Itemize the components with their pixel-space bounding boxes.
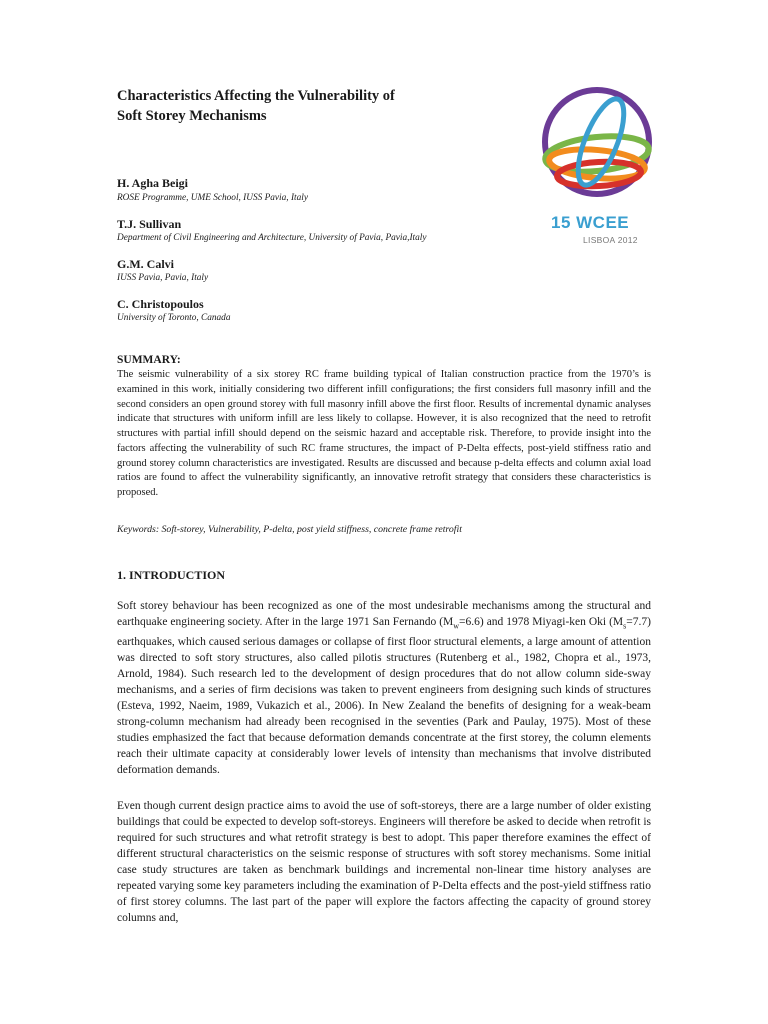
summary-text: The seismic vulnerability of a six storey RC frame building typical of Italian construction practice from the 1970’s is examined in this work, initially considering two different infill configurations; the first considers full masonry infill and the second considers an open ground storey with full masonry infill above the first floor. Results of incremental dynamic analyses indicate that structures with uniform infill are less likely to collapse. However, it is also recognized that the need to retrofit structures with partial infill should depend on the seismic hazard and acceptable risk. Therefore, to provide insight into the factors affecting the vulnerability of such RC frame structures, the impact of P-Delta effects, post-yield stiffness ratio and ground storey column characteristics are investigated. Results are discussed and because p-delta effects and column axial load ratios are found to affect the vulnerability significantly, an innovative retrofit strategy that considers these characteristics is proposed. [117,369,651,498]
author-affiliation: University of Toronto, Canada [117,313,231,323]
logo-title: 15 WCEE [551,213,630,232]
keywords: Keywords: Soft-storey, Vulnerability, P-delta, post yield stiffness, concrete frame retrofit [117,524,462,535]
section-heading: 1. INTRODUCTION [117,568,226,582]
intro-paragraph-1 [117,598,651,778]
author-affiliation: IUSS Pavia, Pavia, Italy [117,273,209,283]
title-line-2: Soft Storey Mechanisms [117,108,267,124]
author-affiliation: Department of Civil Engineering and Architecture, University of Pavia, Pavia,Italy [117,233,427,243]
intro-paragraph-2: Even though current design practice aims to avoid the use of soft-storeys, there are a large number of older existing buildings that could be expected to develop soft-storeys. Engineers will therefore be asked to decide when retrofit is required for such structures and what retrofit strategy is best to adopt. This paper therefore examines the effect of different structural characteristics on the seismic response of structures with soft storey mechanisms. Some initial case study structures are taken as benchmark buildings and incremental non-linear time history analyses are repeated varying some key parameters including the examination of P-Delta effects and the post-yield stiffness ratio of first storey columns. The last part of the paper will explore the factors affecting the capacity of ground storey columns and, [117,800,651,924]
author-name: T.J. Sullivan [117,217,182,231]
logo-subtitle: LISBOA 2012 [583,235,638,245]
author-name: G.M. Calvi [117,257,174,271]
para-text: Soft storey behaviour has been recognized as one of the most undesirable mechanisms among the structural and earthquake engineering society. After in the large 1971 San Fernando (M [117,600,651,628]
paper-title [117,86,517,126]
author-affiliation: ROSE Programme, UME School, IUSS Pavia, Italy [117,193,308,203]
author-name: C. Christopoulos [117,297,204,311]
title-line-1: Characteristics Affecting the Vulnerability of [117,88,395,104]
para-text: =7.7) earthquakes, which caused serious damages or collapse of first floor structural elements, a large amount of attention was directed to soft story structures, also called pilotis structures (Rutenberg et al., 1982, Chopra et al., 1973, Arnold, 1984). Such research led to the development of design procedures that do not allow column side-sway mechanisms, and a series of firm decisions was taken to prevent engineers from designing such kinds of structures (Esteva, 1992, Naeim, 1989, Vukazich et al., 2006). In New Zealand the benefits of designing for a weak-beam strong-column mechanism had already been recognised in the seventies (Park and Paulay, 1975). Most of these studies emphasized the fact that because deformation demands concentrate at the first storey, the column elements reach their ultimate capacity at considerably lower levels of intensity than mechanisms that involve distributed deformation demands. [117,616,651,777]
summary-heading: SUMMARY: [117,354,181,366]
author-name: H. Agha Beigi [117,176,189,190]
subscript: s [623,621,627,631]
para-text: =6.6) and 1978 Miyagi-ken Oki (M [459,616,624,628]
subscript: w [453,621,460,631]
